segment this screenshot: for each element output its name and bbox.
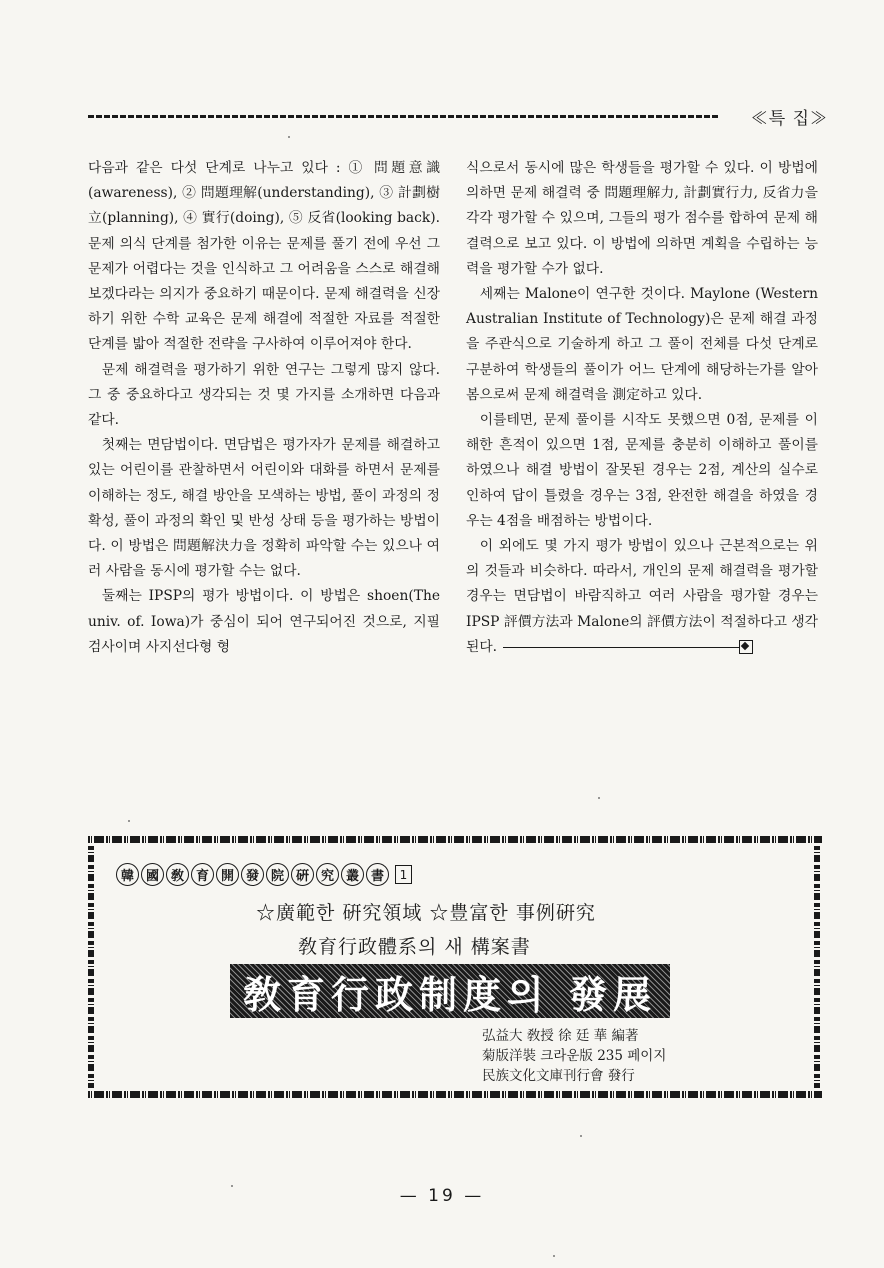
series-title bbox=[116, 863, 412, 886]
page-header bbox=[88, 104, 828, 128]
book-title-banner: 敎育行政制度의 發展 bbox=[230, 964, 670, 1018]
series-char: 韓 bbox=[116, 863, 139, 886]
book-credits bbox=[482, 1026, 666, 1086]
ad-border-bottom bbox=[88, 1091, 822, 1098]
series-char: 書 bbox=[366, 863, 389, 886]
paragraph: 문제 해결력을 평가하기 위한 연구는 그렇게 많지 않다. 그 중 중요하다고 생각되는 것 몇 가지를 소개하면 다음과 같다. bbox=[88, 361, 440, 429]
paragraph: 식으로서 동시에 많은 학생들을 평가할 수 있다. 이 방법에 의하면 문제 해결력 중 問題理解力, 計劃實行力, 反省力을 각각 평가할 수 있으며, 그들의 평가 점수를 합하여 문제 해결력으로 보고 있다. 이 방법에 의하면 계획을 수립하는 능력을 평가할 수가 없다. bbox=[466, 160, 818, 277]
paragraph: 이를테면, 문제 풀이를 시작도 못했으면 0점, 문제를 이해한 흔적이 있으면 1점, 문제를 충분히 이해하고 풀이를 하였으나 해결 방법이 잘못된 경우는 2점, 계산의 실수로 인하여 답이 틀렸을 경우는 3점, 완전한 해결을 하였을 경우는 4점을 배점하는 방법이다. bbox=[466, 412, 818, 529]
volume-number: 1 bbox=[395, 865, 412, 884]
page-number: — 19 — bbox=[399, 1186, 485, 1206]
series-char: 開 bbox=[216, 863, 239, 886]
paragraph: 다음과 같은 다섯 단계로 나누고 있다 : ① 問題意識(awareness), ② 問題理解(understanding), ③ 計劃樹立(planning), ④ 實行(doing), ⑤ 反省(looking back). 문제 의식 단계를 첨가한 이유는 문제를 풀기 전에 우선 그 문제가 어렵다는 것을 인식하고 그 어려움을 스스로 해결해 보겠다라는 의지가 중요하기 때문이다. 문제 해결력을 신장하기 위한 수학 교육은 문제 해결에 적절한 자료를 적절한 단계를 밟아 적절한 전략을 구사하여 이루어져야 한다. bbox=[88, 160, 440, 353]
series-char: 發 bbox=[241, 863, 264, 886]
ad-border-left bbox=[88, 846, 94, 1088]
series-char: 硏 bbox=[291, 863, 314, 886]
ad-subtitle: 敎育行政體系의 새 構案書 bbox=[298, 936, 531, 958]
author-line: 弘益大 敎授 徐 廷 華 編著 bbox=[482, 1028, 639, 1044]
end-rule bbox=[503, 647, 739, 648]
series-char: 育 bbox=[191, 863, 214, 886]
scan-speck bbox=[288, 136, 290, 138]
section-label: ≪특 집≫ bbox=[750, 109, 828, 129]
book-advertisement bbox=[88, 836, 822, 1098]
scan-speck bbox=[231, 1185, 233, 1187]
paragraph: 첫째는 면담법이다. 면담법은 평가자가 문제를 해결하고 있는 어린이를 관찰하면서 어린이와 대화를 하면서 문제를 이해하는 정도, 해결 방안을 모색하는 방법, 풀이 과정의 정확성, 풀이 과정의 확인 및 반성 상태 등을 평가하는 방법이다. 이 방법은 問題解決力을 정확히 파악할 수는 있으나 여러 사람을 동시에 평가할 수는 없다. bbox=[88, 437, 440, 580]
left-column bbox=[88, 156, 440, 660]
series-char: 究 bbox=[316, 863, 339, 886]
scan-speck bbox=[580, 1135, 582, 1137]
end-diamond-icon bbox=[739, 640, 753, 654]
right-column bbox=[466, 156, 818, 660]
paragraph: 이 외에도 몇 가지 평가 방법이 있으나 근본적으로는 위의 것들과 비슷하다. 따라서, 개인의 문제 해결력을 평가할 경우는 면담법이 바람직하고 여러 사람을 평가할 경우는 IPSP 評價方法과 Malone의 評價方法이 적절하다고 생각된다. bbox=[466, 538, 818, 655]
series-char: 院 bbox=[266, 863, 289, 886]
header-dashed-rule bbox=[88, 115, 720, 118]
scan-speck bbox=[553, 1255, 555, 1257]
ad-border-top bbox=[88, 836, 822, 843]
ad-slogan: ☆廣範한 硏究領域 ☆豊富한 事例硏究 bbox=[256, 902, 596, 924]
ad-border-right bbox=[814, 846, 820, 1088]
format-line: 菊版洋裝 크라운版 235 페이지 bbox=[482, 1048, 667, 1064]
scan-speck bbox=[598, 797, 600, 799]
scan-speck bbox=[128, 820, 130, 822]
series-char: 國 bbox=[141, 863, 164, 886]
series-char: 叢 bbox=[341, 863, 364, 886]
series-char: 敎 bbox=[166, 863, 189, 886]
article-end-paragraph bbox=[466, 534, 818, 660]
paragraph: 세째는 Malone이 연구한 것이다. Maylone (Western Australian Institute of Technology)은 문제 해결 과정을 주관식으로 기술하게 하고 그 풀이 전체를 다섯 단계로 구분하여 학생들의 풀이가 어느 단계에 해당하는가를 알아봄으로써 문제 해결력을 測定하고 있다. bbox=[466, 286, 818, 403]
paragraph: 둘째는 IPSP의 평가 방법이다. 이 방법은 shoen(The univ. of. Iowa)가 중심이 되어 연구되어진 것으로, 지필 검사이며 사지선다형 형 bbox=[88, 588, 440, 655]
publisher-line: 民族文化文庫刊行會 發行 bbox=[482, 1068, 635, 1084]
